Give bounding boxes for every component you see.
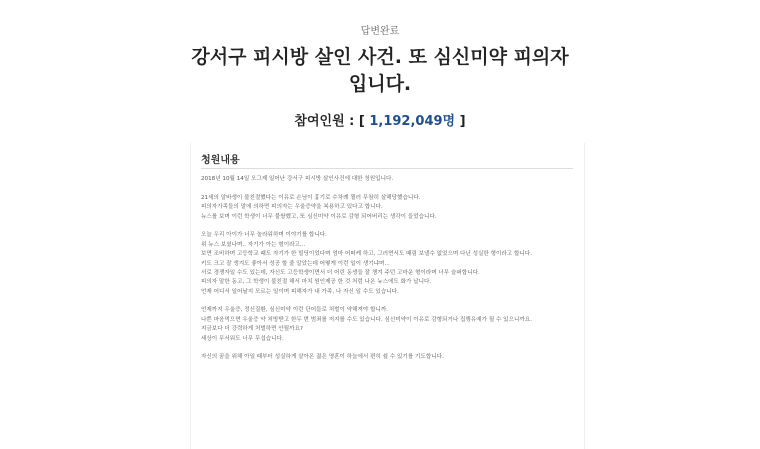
body-line: 자신의 꿈을 위해 아일 때부터 성실하게 살아온 젊은 영혼이 하늘에서 편히 쉴 수 있기를 기도합니다.	[201, 354, 444, 361]
body-line: 나쁜 마음먹으면 우울증 약 처방받고 한두 번 범죄를 저지를 수도 있습니다. 심신미약이 이유로 감형되거나 집행유예가 될 수 있으니까요.	[201, 316, 532, 323]
petition-status: 답변완료	[360, 26, 400, 37]
body-line: 언제 어디서 일어날지 모르는 일이며 피해자가 내 가족, 나 자신 일 수도 있습니다.	[201, 288, 399, 295]
paragraph-gap	[201, 297, 576, 306]
body-line: 지금보다 더 강력하게 처벌하면 안될까요?	[201, 326, 303, 333]
body-line: 위 뉴스 보셨나며.. 자기가 아는 형이라고...	[201, 241, 306, 248]
section-title: 청원내용	[201, 155, 240, 166]
paragraph-gap	[201, 184, 576, 193]
petition-title: 강서구 피시방 살인 사건. 또 심신미약 피의자입니다.	[191, 46, 569, 95]
body-line: 세상이 무서워도 너무 무섭습니다.	[201, 335, 284, 342]
paragraph-gap	[201, 344, 576, 353]
section-divider	[201, 168, 573, 169]
body-line: 2018년 10월 14일 오그제 일어난 강서구 피시방 살인사건에 대한 청원입니다.	[201, 176, 394, 182]
petition-content-panel	[190, 143, 585, 449]
body-line: 서로 경쟁자일 수도 있는데, 자신도 고등학생이면서 더 어린 동생들 잘 챙겨 주던 고마운 형이라며 너무 슬퍼합니다.	[201, 269, 480, 276]
body-line: 피의자가족들의 말에 의하면 피의자는 우울증약을 복용하고 있다고 합니다.	[201, 204, 383, 211]
paragraph-gap	[201, 222, 576, 231]
petition-body	[201, 175, 576, 363]
participants-number: 1,192,049명	[369, 114, 456, 129]
body-line: 뉴스를 보며 이런 학생이 너무 불쌍했고, 또 심신미약 이유로 감형 되어버리는 생각이 들었습니다.	[201, 213, 437, 220]
body-line: 피의자 말한 동고, 그 학생이 불친절 해서 마치 원인제공 한 것 처럼 나온 뉴스에도 화가 납니다.	[201, 279, 432, 286]
body-line: 언제까지 우울증, 정신질환, 심신미약 이런 단어들로 처벌이 약해져야 합니까.	[201, 307, 389, 314]
participants-label: 참여인원 : [	[294, 114, 370, 129]
participants-close: ]	[455, 114, 466, 129]
body-line: 키도 크고 잘 생겨도 좋아서 성공 할 줄 알았는데 어떻게 이런 일이 생기냐며...	[201, 260, 390, 267]
body-line: 오늘 우리 아이가 너무 놀라워하며 이야기를 합니다.	[201, 232, 327, 239]
body-line: 21세의 알바생이 불친절했다는 이유로 손님이 흉기로 수차례 찔러 무참히 살해당했습니다.	[201, 194, 421, 201]
participants-count	[0, 110, 760, 129]
body-line: 보면 조비하며 고등학교 때도 자기가 한 빌딩이었다며 엄마 어떠케 하고, 그러면서도 때림 보낼수 없었으며 다닌 성실한 형이라고 합니다.	[201, 251, 532, 258]
